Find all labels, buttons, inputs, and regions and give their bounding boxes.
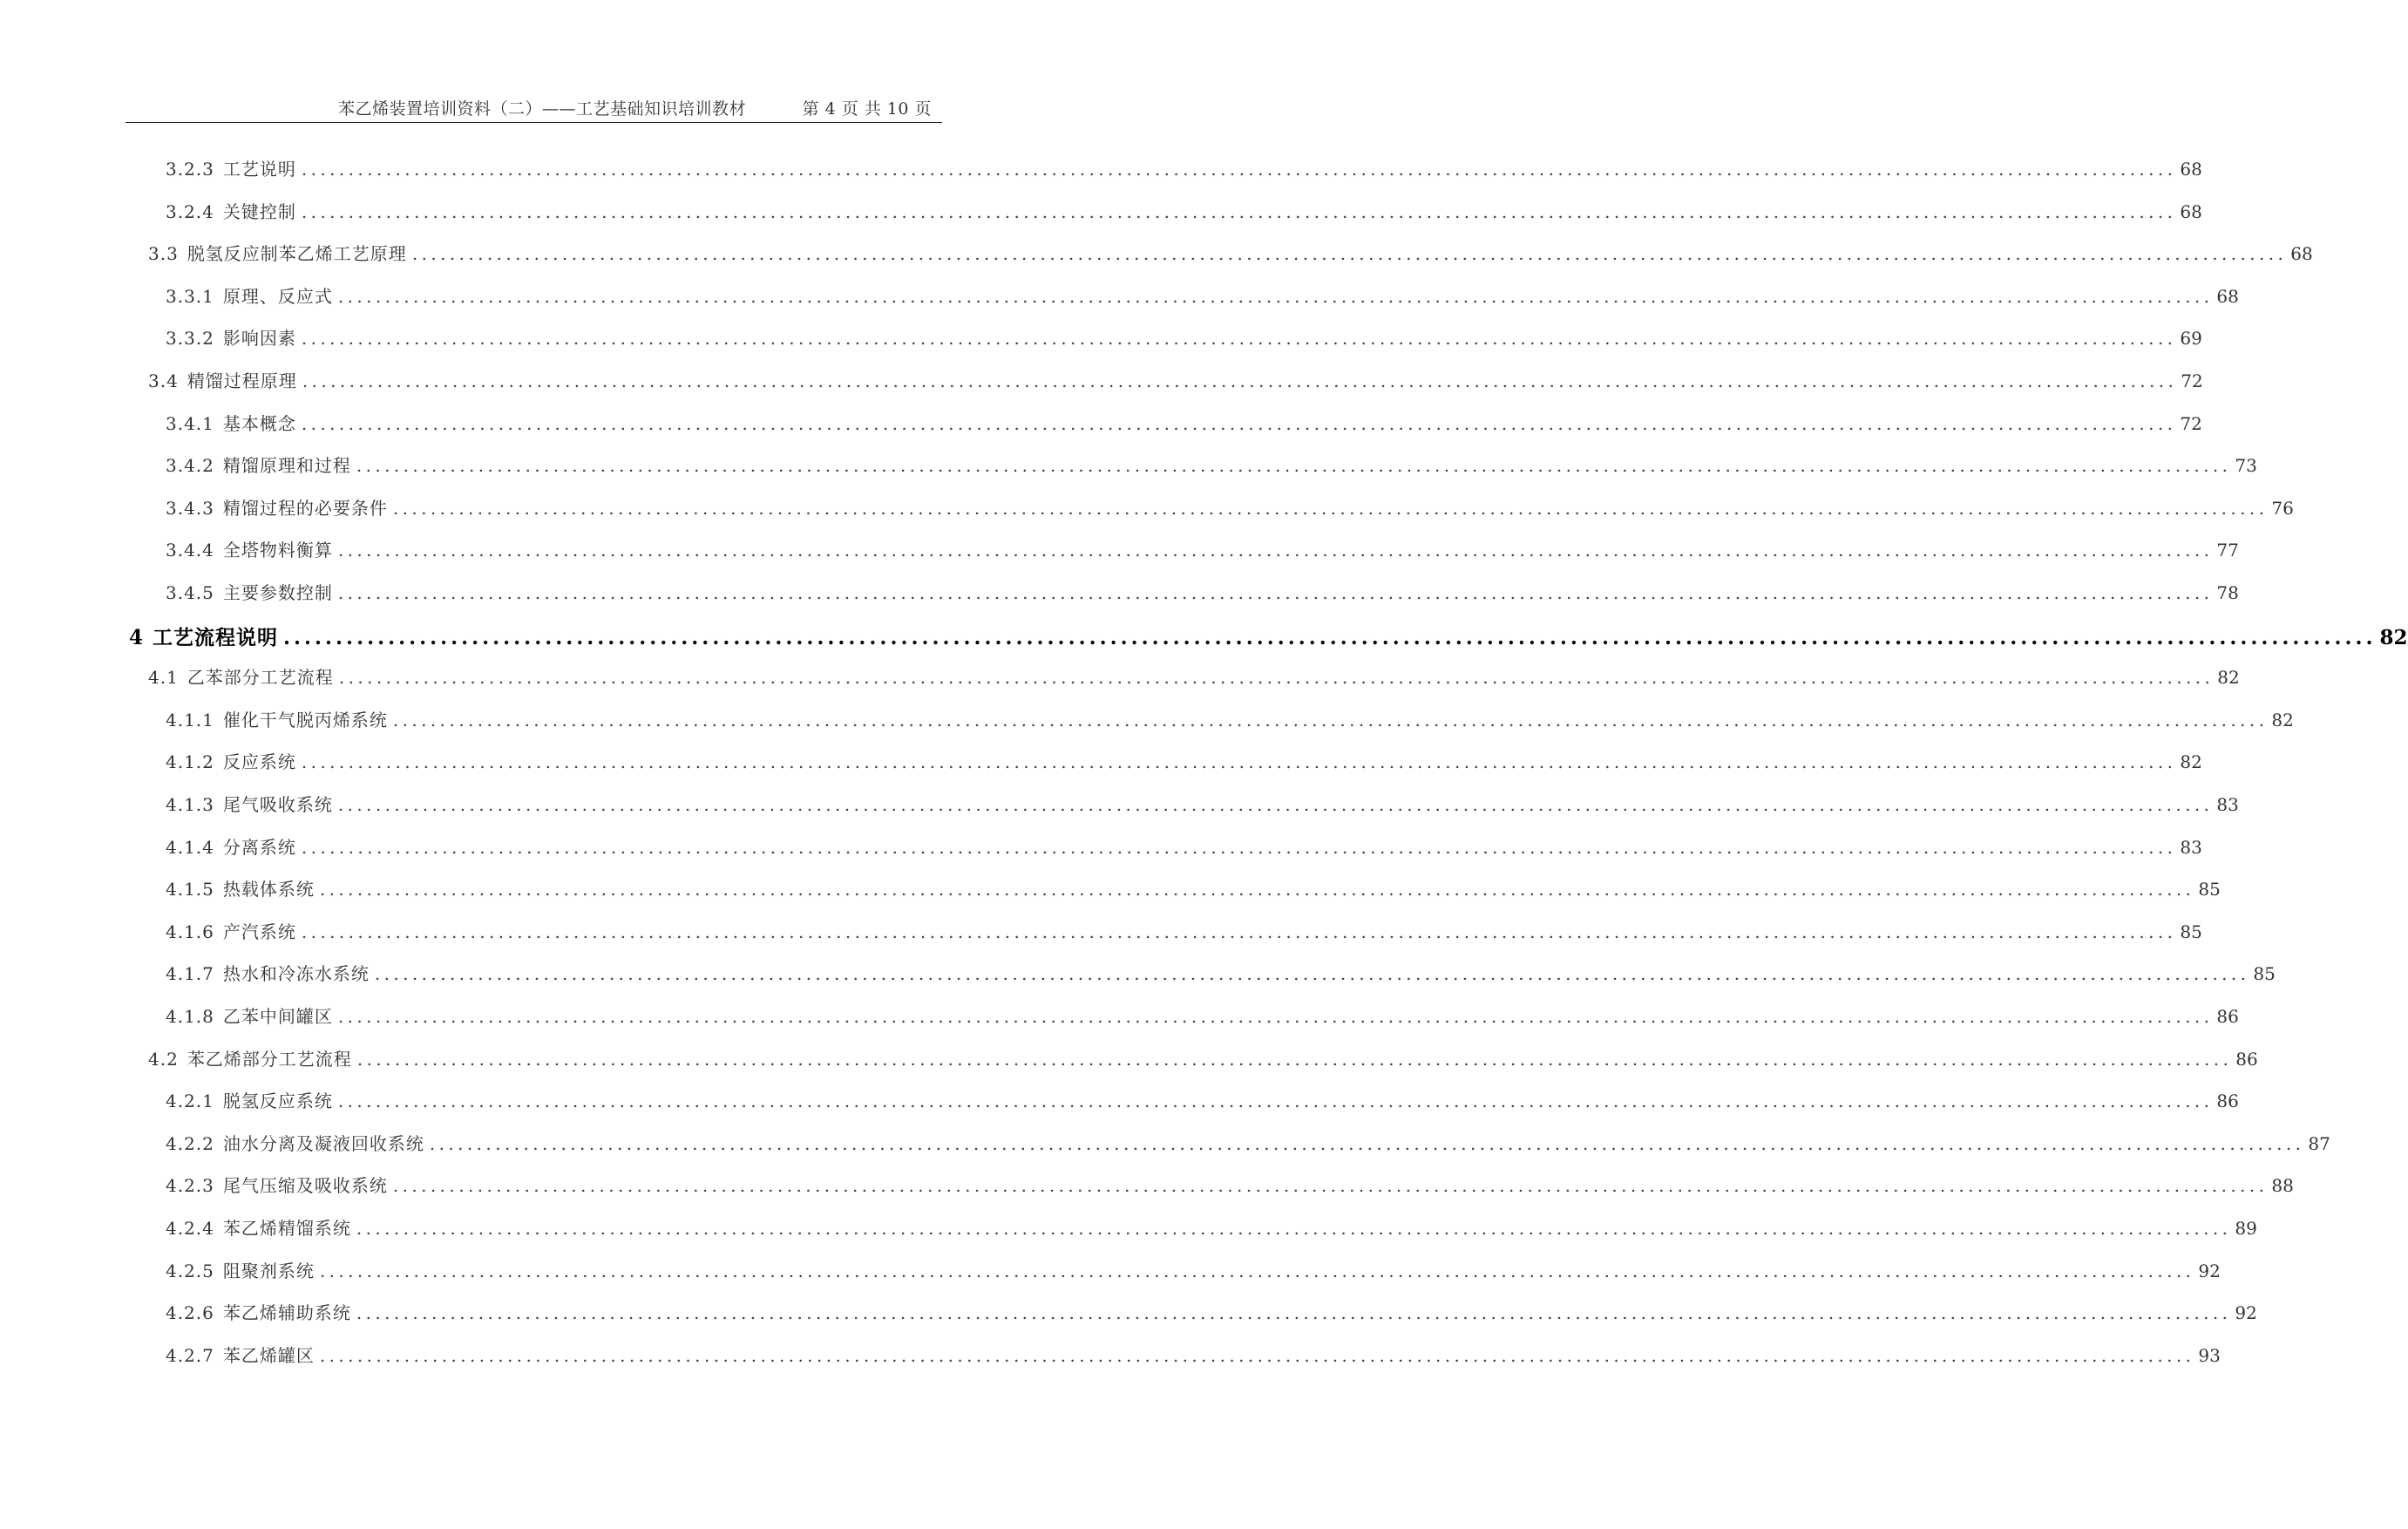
toc-entry-number: 3.3.1 — [166, 285, 214, 307]
toc-entry-number: 3.2.3 — [166, 159, 214, 180]
toc-entry[interactable] — [148, 663, 2240, 690]
toc-entry-page: 85 — [2198, 879, 2221, 900]
toc-entry-title: 关键控制 — [222, 200, 296, 222]
toc-entry-title: 基本概念 — [222, 412, 296, 434]
toc-entry-page: 93 — [2198, 1344, 2221, 1366]
toc-entry-title: 尾气压缩及吸收系统 — [222, 1175, 388, 1197]
toc-entry-title: 产汽系统 — [222, 921, 296, 942]
toc-dot-leader: ........................................................................................................................................................................................................ — [337, 285, 2214, 307]
toc-entry-title: 阻聚剂系统 — [222, 1260, 315, 1281]
toc-entry-page: 88 — [2271, 1175, 2294, 1197]
toc-dot-leader: ........................................................................................................................................................................................................ — [374, 963, 2250, 985]
toc-dot-leader: ........................................................................................................................................................................................................ — [392, 1175, 2269, 1197]
toc-entry[interactable] — [166, 452, 2257, 478]
toc-entry[interactable] — [148, 1045, 2258, 1071]
toc-entry-number: 4.2 — [148, 1048, 179, 1070]
toc-dot-leader: ........................................................................................................................................................................................................ — [337, 540, 2214, 561]
toc-dot-leader: ........................................................................................................................................................................................................ — [283, 625, 2377, 649]
toc-entry-page: 89 — [2235, 1218, 2257, 1239]
toc-entry[interactable] — [166, 324, 2202, 350]
document-title: 苯乙烯装置培训资料（二）——工艺基础知识培训教材 — [338, 99, 747, 119]
toc-entry-page: 83 — [2216, 794, 2239, 815]
toc-entry-number: 3.3.2 — [166, 328, 214, 350]
toc-entry-page: 83 — [2180, 836, 2202, 858]
toc-entry-page: 68 — [2180, 159, 2202, 180]
toc-dot-leader: ........................................................................................................................................................................................................ — [392, 709, 2269, 731]
toc-dot-leader: ........................................................................................................................................................................................................ — [319, 879, 2195, 900]
toc-dot-leader: ........................................................................................................................................................................................................ — [301, 751, 2177, 773]
toc-entry-number: 3.4.5 — [166, 582, 214, 603]
toc-dot-leader: ........................................................................................................................................................................................................ — [392, 497, 2269, 519]
toc-entry-page: 86 — [2235, 1048, 2258, 1070]
toc-dot-leader: ........................................................................................................................................................................................................ — [429, 1132, 2305, 1154]
toc-entry-page: 82 — [2217, 667, 2240, 689]
toc-entry[interactable] — [129, 622, 2408, 649]
toc-entry[interactable] — [166, 536, 2239, 562]
toc-entry-number: 3.4.2 — [166, 455, 214, 477]
toc-entry-page: 82 — [2271, 709, 2294, 731]
toc-entry-title: 乙苯中间罐区 — [222, 1006, 333, 1027]
toc-entry[interactable] — [148, 240, 2313, 266]
toc-dot-leader: ........................................................................................................................................................................................................ — [337, 1006, 2214, 1027]
toc-entry[interactable] — [166, 1087, 2239, 1113]
toc-entry-number: 3.4 — [148, 370, 179, 391]
toc-entry-page: 82 — [2379, 625, 2408, 649]
toc-entry-title: 工艺说明 — [222, 159, 296, 180]
toc-dot-leader: ........................................................................................................................................................................................................ — [356, 1048, 2233, 1070]
toc-entry[interactable] — [166, 282, 2239, 309]
toc-entry-title: 催化干气脱丙烯系统 — [222, 709, 388, 731]
toc-entry-number: 3.4.4 — [166, 540, 214, 561]
toc-entry-page: 73 — [2235, 455, 2257, 477]
toc-entry[interactable] — [166, 1214, 2257, 1240]
toc-entry-title: 全塔物料衡算 — [222, 540, 333, 561]
toc-entry-page: 69 — [2180, 328, 2202, 350]
toc-entry-number: 4 — [129, 625, 145, 649]
toc-entry[interactable] — [148, 367, 2203, 393]
toc-dot-leader: ........................................................................................................................................................................................................ — [411, 243, 2288, 265]
toc-entry-page: 77 — [2216, 540, 2239, 561]
toc-entry-number: 4.2.5 — [166, 1260, 214, 1281]
toc-entry[interactable] — [166, 748, 2202, 774]
toc-dot-leader: ........................................................................................................................................................................................................ — [301, 836, 2177, 858]
toc-entry[interactable] — [166, 1002, 2239, 1029]
toc-entry-title: 精馏原理和过程 — [222, 455, 351, 477]
toc-entry-title: 反应系统 — [222, 751, 296, 773]
toc-entry-title: 工艺流程说明 — [153, 625, 279, 649]
toc-dot-leader: ........................................................................................................................................................................................................ — [301, 200, 2177, 222]
page-header — [125, 91, 942, 123]
toc-entry-title: 精馏过程的必要条件 — [222, 497, 388, 519]
toc-entry[interactable] — [166, 833, 2202, 860]
toc-entry-title: 苯乙烯辅助系统 — [222, 1302, 351, 1324]
toc-entry-page: 85 — [2253, 963, 2276, 985]
toc-entry-page: 72 — [2181, 370, 2203, 391]
toc-dot-leader: ........................................................................................................................................................................................................ — [301, 328, 2177, 350]
toc-entry-number: 4.1 — [148, 667, 179, 689]
toc-entry[interactable] — [166, 875, 2221, 901]
toc-entry[interactable] — [166, 579, 2239, 605]
toc-entry-number: 3.2.4 — [166, 200, 214, 222]
toc-entry-number: 4.1.4 — [166, 836, 214, 858]
toc-entry-title: 影响因素 — [222, 328, 296, 350]
toc-entry-number: 4.2.1 — [166, 1091, 214, 1112]
toc-entry-number: 4.1.2 — [166, 751, 214, 773]
toc-entry-title: 热水和冷冻水系统 — [222, 963, 370, 985]
toc-entry-title: 苯乙烯精馏系统 — [222, 1218, 351, 1239]
toc-entry-page: 86 — [2216, 1091, 2239, 1112]
toc-entry-number: 4.2.3 — [166, 1175, 214, 1197]
toc-entry-title: 脱氢反应制苯乙烯工艺原理 — [187, 243, 407, 265]
toc-entry-page: 78 — [2216, 582, 2239, 603]
toc-entry-number: 4.2.2 — [166, 1132, 214, 1154]
toc-entry-title: 原理、反应式 — [222, 285, 333, 307]
toc-dot-leader: ........................................................................................................................................................................................................ — [319, 1260, 2195, 1281]
toc-entry-page: 82 — [2180, 751, 2202, 773]
toc-dot-leader: ........................................................................................................................................................................................................ — [356, 455, 2232, 477]
toc-dot-leader: ........................................................................................................................................................................................................ — [356, 1218, 2232, 1239]
toc-entry-number: 4.1.5 — [166, 879, 214, 900]
toc-entry[interactable] — [166, 1299, 2257, 1325]
toc-entry[interactable] — [166, 1257, 2221, 1283]
toc-entry-number: 4.1.8 — [166, 1006, 214, 1027]
toc-dot-leader: ........................................................................................................................................................................................................ — [301, 921, 2177, 942]
toc-entry-title: 分离系统 — [222, 836, 296, 858]
toc-entry[interactable] — [166, 960, 2276, 986]
toc-dot-leader: ........................................................................................................................................................................................................ — [337, 794, 2214, 815]
toc-entry-number: 4.1.6 — [166, 921, 214, 942]
toc-entry-page: 85 — [2180, 921, 2202, 942]
toc-dot-leader: ........................................................................................................................................................................................................ — [319, 1344, 2195, 1366]
toc-entry-title: 主要参数控制 — [222, 582, 333, 603]
toc-entry[interactable] — [166, 918, 2202, 944]
toc-entry-number: 4.1.3 — [166, 794, 214, 815]
page-number: 第 4 页 共 10 页 — [802, 99, 932, 119]
toc-entry-number: 3.4.3 — [166, 497, 214, 519]
toc-entry[interactable] — [166, 494, 2294, 520]
toc-entry-number: 3.3 — [148, 243, 179, 265]
toc-entry-title: 苯乙烯部分工艺流程 — [187, 1048, 352, 1070]
toc-dot-leader: ........................................................................................................................................................................................................ — [301, 159, 2177, 180]
toc-entry-page: 92 — [2235, 1302, 2257, 1324]
toc-entry-title: 热载体系统 — [222, 879, 315, 900]
toc-entry-title: 脱氢反应系统 — [222, 1091, 333, 1112]
toc-dot-leader: ........................................................................................................................................................................................................ — [338, 667, 2215, 689]
toc-entry-title: 乙苯部分工艺流程 — [187, 667, 334, 689]
toc-entry-title: 尾气吸收系统 — [222, 794, 333, 815]
toc-entry-number: 4.2.4 — [166, 1218, 214, 1239]
toc-entry-page: 92 — [2198, 1260, 2221, 1281]
toc-entry[interactable] — [166, 155, 2202, 181]
toc-dot-leader: ........................................................................................................................................................................................................ — [337, 582, 2214, 603]
toc-entry-page: 72 — [2180, 412, 2202, 434]
toc-entry[interactable] — [166, 706, 2294, 732]
toc-entry-title: 苯乙烯罐区 — [222, 1344, 315, 1366]
toc-entry-page: 86 — [2216, 1006, 2239, 1027]
toc-entry[interactable] — [166, 1172, 2294, 1198]
toc-entry-number: 4.1.7 — [166, 963, 214, 985]
toc-entry[interactable] — [166, 198, 2202, 224]
toc-dot-leader: ........................................................................................................................................................................................................ — [337, 1091, 2214, 1112]
toc-entry-number: 4.1.1 — [166, 709, 214, 731]
toc-entry-page: 68 — [2290, 243, 2313, 265]
toc-dot-leader: ........................................................................................................................................................................................................ — [302, 370, 2178, 391]
toc-dot-leader: ........................................................................................................................................................................................................ — [301, 412, 2177, 434]
toc-entry[interactable] — [166, 410, 2202, 436]
toc-entry[interactable] — [166, 1342, 2221, 1368]
toc-entry-number: 4.2.6 — [166, 1302, 214, 1324]
toc-entry-page: 68 — [2180, 200, 2202, 222]
toc-entry-page: 68 — [2216, 285, 2239, 307]
toc-entry[interactable] — [166, 791, 2239, 817]
toc-entry-number: 4.2.7 — [166, 1344, 214, 1366]
toc-dot-leader: ........................................................................................................................................................................................................ — [356, 1302, 2232, 1324]
toc-entry[interactable] — [166, 1130, 2330, 1156]
toc-entry-title: 油水分离及凝液回收系统 — [222, 1132, 424, 1154]
toc-entry-title: 精馏过程原理 — [187, 370, 297, 391]
toc-entry-page: 76 — [2271, 497, 2294, 519]
toc-entry-page: 87 — [2308, 1132, 2330, 1154]
toc-entry-number: 3.4.1 — [166, 412, 214, 434]
